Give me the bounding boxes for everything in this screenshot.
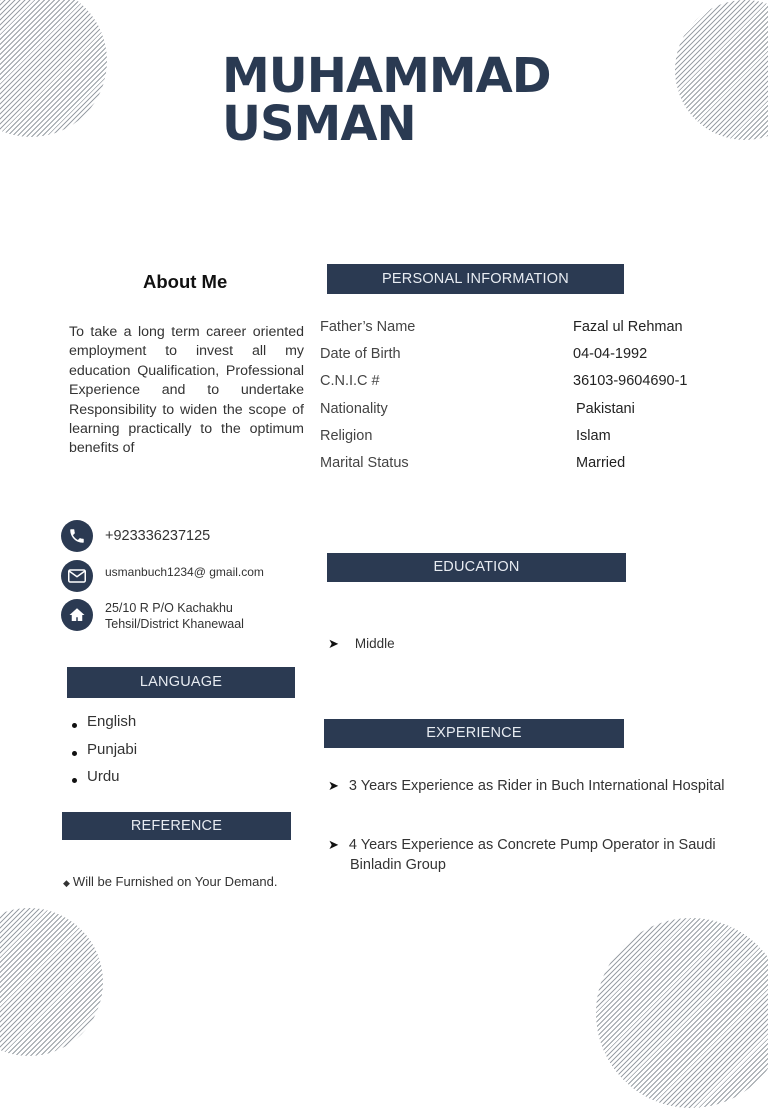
education-heading: EDUCATION [327,553,626,582]
address-line-2: Tehsil/District Khanewaal [105,617,244,631]
cnic-label: C.N.I.C # [320,373,380,389]
address-line-1: 25/10 R P/O Kachakhu [105,601,233,615]
reference-item [63,874,277,889]
decorative-hatched-circle-top-left [0,0,107,137]
email-address: usmanbuch1234@ gmail.com [105,565,264,579]
bullet-dot-icon [72,751,77,756]
religion-label: Religion [320,428,373,444]
decorative-hatched-circle-bottom-left [0,908,103,1056]
personal-row-religion [320,428,720,450]
language-item [72,741,137,758]
arrow-bullet-icon: ➤ [328,837,339,852]
reference-text: Will be Furnished on Your Demand. [72,874,278,889]
personal-row-father [320,319,720,341]
father-name-value: Fazal ul Rehman [573,319,683,335]
experience-item-text: 4 Years Experience as Concrete Pump Operator in Saudi Binladin Group [348,837,716,873]
decorative-hatched-circle-bottom-right [596,918,768,1108]
personal-row-cnic [320,373,720,395]
envelope-icon [61,560,93,592]
language-item-text: Urdu [87,768,120,785]
nationality-value: Pakistani [576,401,635,417]
language-item-text: Punjabi [87,741,138,758]
language-heading: LANGUAGE [67,667,295,698]
name-first: MUHAMMAD [222,48,551,104]
marital-status-value: Married [576,455,626,471]
experience-item-text: 3 Years Experience as Rider in Buch International Hospital [348,778,725,794]
dob-value: 04-04-1992 [573,346,648,362]
dob-label: Date of Birth [320,346,401,362]
about-text: To take a long term career oriented employment to invest all my education Qualification, Professional Experience and to undertake Responsibility to widen the scope of learning practically to the optimum benefits of [69,324,304,457]
nationality-label: Nationality [320,401,388,417]
bullet-dot-icon [72,778,77,783]
personal-row-nationality [320,401,720,423]
education-item [328,636,395,652]
marital-status-label: Marital Status [320,455,409,471]
experience-item [328,835,748,875]
experience-heading: EXPERIENCE [324,719,624,748]
phone-number: +923336237125 [105,528,211,544]
home-icon [61,599,93,631]
personal-row-dob [320,346,720,368]
arrow-bullet-icon: ➤ [328,778,339,793]
about-heading: About Me [143,271,228,292]
language-item [72,713,136,730]
diamond-bullet-icon: ◆ [63,878,70,888]
education-item-text: Middle [354,636,395,651]
father-name-label: Father’s Name [320,319,416,335]
personal-row-marital [320,455,720,477]
language-item [72,768,120,785]
reference-heading: REFERENCE [62,812,291,840]
personal-info-heading: PERSONAL INFORMATION [327,264,624,294]
arrow-bullet-icon: ➤ [328,636,339,651]
phone-icon [61,520,93,552]
experience-item [328,778,758,794]
name-last: USMAN [222,96,416,152]
decorative-hatched-circle-top-right [675,0,768,140]
language-item-text: English [87,713,137,730]
cnic-value: 36103-9604690-1 [573,373,688,389]
bullet-dot-icon [72,723,77,728]
religion-value: Islam [576,428,611,444]
